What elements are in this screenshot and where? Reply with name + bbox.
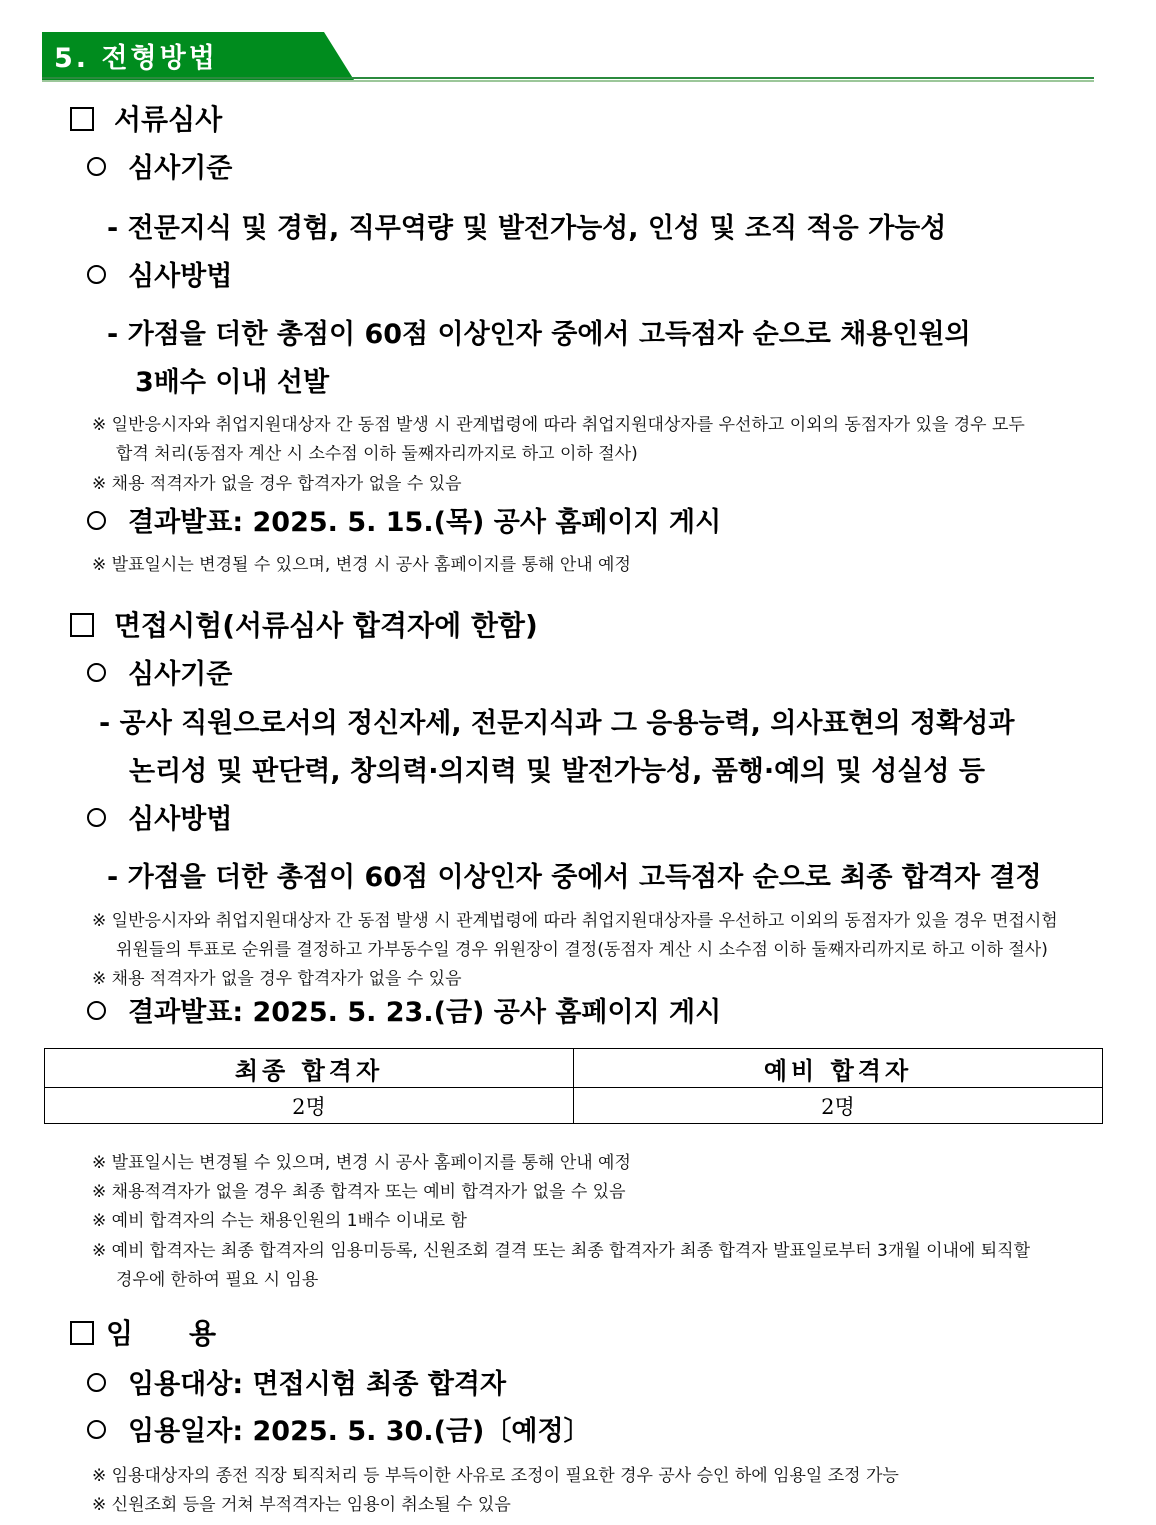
- doc-note: ※ 채용 적격자가 없을 경우 합격자가 없을 수 있음: [92, 474, 462, 494]
- interview-after-note: ※ 예비 합격자의 수는 채용인원의 1배수 이내로 함: [92, 1211, 467, 1231]
- table-cell-reserve-count: 2명: [574, 1088, 1103, 1124]
- appointment-date: 임용일자: 2025. 5. 30.(금)〔예정〕: [87, 1409, 591, 1448]
- interview-method-heading: 심사방법: [87, 797, 232, 836]
- circle-bullet-icon: [87, 1373, 106, 1392]
- doc-criteria-text: - 전문지식 및 경험, 직무역량 및 발전가능성, 인성 및 조직 적응 가능성: [107, 213, 947, 244]
- interview-criteria-line1: - 공사 직원으로서의 정신자세, 전문지식과 그 응용능력, 의사표현의 정확성과: [99, 708, 1015, 739]
- doc-method-line1: - 가점을 더한 총점이 60점 이상인자 중에서 고득점자 순으로 채용인원의: [107, 319, 971, 350]
- interview-after-note: ※ 채용적격자가 없을 경우 최종 합격자 또는 예비 합격자가 없을 수 있음: [92, 1182, 626, 1202]
- section-title: 면접시험(서류심사 합격자에 한함): [114, 609, 538, 642]
- circle-bullet-icon: [87, 808, 106, 827]
- doc-result-note: ※ 발표일시는 변경될 수 있으며, 변경 시 공사 홈페이지를 통해 안내 예정: [92, 555, 631, 575]
- interview-method-text: - 가점을 더한 총점이 60점 이상인자 중에서 고득점자 순으로 최종 합격자 결정: [107, 862, 1042, 893]
- circle-bullet-icon: [87, 1001, 106, 1020]
- appointment-note: ※ 임용대상자의 종전 직장 퇴직처리 등 부득이한 사유로 조정이 필요한 경우 공사 승인 하에 임용일 조정 가능: [92, 1466, 899, 1486]
- checkbox-square-icon: [70, 613, 94, 637]
- doc-result: 결과발표: 2025. 5. 15.(목) 공사 홈페이지 게시: [87, 500, 721, 539]
- interview-note: ※ 일반응시자와 취업지원대상자 간 동점 발생 시 관계법령에 따라 취업지원대상자를 우선하고 이외의 동점자가 있을 경우 면접시험: [92, 911, 1058, 931]
- section-doc-screening: [70, 98, 222, 138]
- doc-note: 합격 처리(동점자 계산 시 소수점 이하 둘째자리까지로 하고 이하 절사): [116, 444, 638, 464]
- doc-method-heading: 심사방법: [87, 254, 232, 293]
- table-cell-final-count: 2명: [45, 1088, 574, 1124]
- table-header-reserve: 예비 합격자: [574, 1049, 1103, 1088]
- table-row: [45, 1088, 1103, 1124]
- interview-after-note: 경우에 한하여 필요 시 임용: [116, 1270, 319, 1290]
- interview-after-note: ※ 예비 합격자는 최종 합격자의 임용미등록, 신원조회 결격 또는 최종 합격자가 최종 합격자 발표일로부터 3개월 이내에 퇴직할: [92, 1241, 1031, 1261]
- section-interview: [70, 604, 538, 644]
- circle-bullet-icon: [87, 663, 106, 682]
- doc-note: ※ 일반응시자와 취업지원대상자 간 동점 발생 시 관계법령에 따라 취업지원대상자를 우선하고 이외의 동점자가 있을 경우 모두: [92, 415, 1025, 435]
- appointment-target: 임용대상: 면접시험 최종 합격자: [87, 1362, 506, 1401]
- interview-result: 결과발표: 2025. 5. 23.(금) 공사 홈페이지 게시: [87, 990, 721, 1029]
- section-title: 서류심사: [114, 103, 223, 136]
- interview-note: ※ 채용 적격자가 없을 경우 합격자가 없을 수 있음: [92, 969, 462, 989]
- circle-bullet-icon: [87, 157, 106, 176]
- section-title: 임 용: [106, 1317, 217, 1350]
- circle-bullet-icon: [87, 265, 106, 284]
- interview-criteria-line2: 논리성 및 판단력, 창의력·의지력 및 발전가능성, 품행·예의 및 성실성 등: [129, 756, 985, 787]
- header-rule: [42, 77, 1094, 79]
- interview-after-note: ※ 발표일시는 변경될 수 있으며, 변경 시 공사 홈페이지를 통해 안내 예정: [92, 1153, 631, 1173]
- checkbox-square-icon: [70, 107, 94, 131]
- section-appointment: [70, 1312, 216, 1352]
- table-header-final: 최종 합격자: [45, 1049, 574, 1088]
- doc-criteria-heading: 심사기준: [87, 146, 232, 185]
- header-rule-light: [42, 80, 1094, 82]
- section-header-title: 5. 전형방법: [54, 43, 218, 74]
- doc-method-line2: 3배수 이내 선발: [135, 367, 330, 398]
- checkbox-square-icon: [70, 1321, 94, 1345]
- result-table: [44, 1048, 1103, 1124]
- interview-criteria-heading: 심사기준: [87, 652, 232, 691]
- table-header-row: [45, 1049, 1103, 1088]
- circle-bullet-icon: [87, 1420, 106, 1439]
- appointment-note: ※ 신원조회 등을 거쳐 부적격자는 임용이 취소될 수 있음: [92, 1495, 511, 1515]
- interview-note: 위원들의 투표로 순위를 결정하고 가부동수일 경우 위원장이 결정(동점자 계산 시 소수점 이하 둘째자리까지로 하고 이하 절사): [116, 940, 1048, 960]
- circle-bullet-icon: [87, 511, 106, 530]
